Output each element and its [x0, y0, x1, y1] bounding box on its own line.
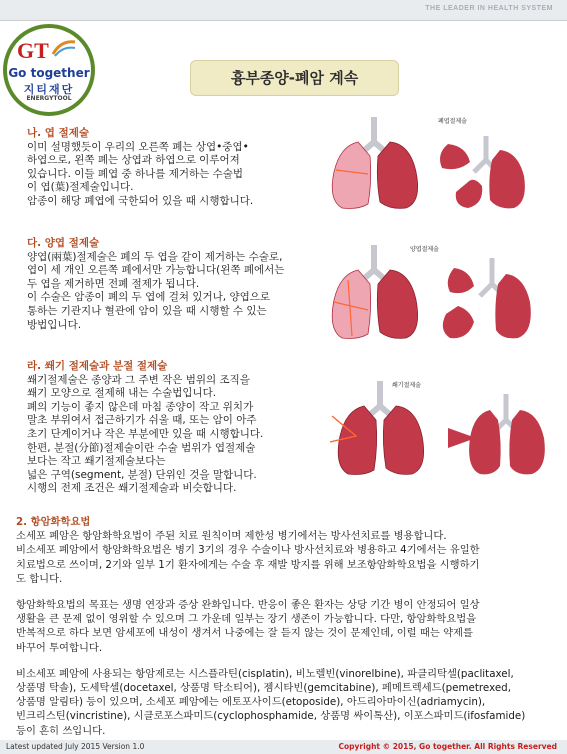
text-line: 말초 부위여서 접근하기가 쉬울 때, 또는 암이 아주	[27, 414, 257, 427]
text-line: 시행의 전제 조건은 쐐기절제술과 비슷합니다.	[27, 482, 237, 495]
text-line: 엽이 세 개인 오른쪽 폐에서만 가능합니다(왼쪽 폐에서는	[27, 264, 285, 277]
figure-label: 양엽절제술	[410, 246, 439, 253]
text-line: 항암화학요법의 목표는 생명 연장과 증상 완화입니다. 반응이 좋은 환자는 상당 기간 병이 안정되어 일상	[16, 599, 480, 612]
text-line: 반복적으로 하다 보면 암세포에 내성이 생겨서 나중에는 잘 듣지 않는 것이 문제인데, 이럴 때는 약제를	[16, 627, 473, 640]
page-title: 흉부종양-폐암 계속	[190, 60, 399, 96]
text-line: 상품명 탁솔), 도세탁셀(docetaxel, 상품명 탁소티어), 젬시타빈(gemcitabine), 페메트렉세드(pemetrexed,	[16, 682, 511, 695]
text-line: 쐐기 모양으로 절제해 내는 수술법입니다.	[27, 387, 217, 400]
text-line: 이미 설명했듯이 우리의 오른쪽 폐는 상엽•중엽•	[27, 140, 249, 153]
text-line: 상품명 알림타) 등이 있으며, 소세포 폐암에는 에토포사이드(etoposide), 아드리아마이신(adriamycin),	[16, 696, 486, 709]
tagline: THE LEADER IN HEALTH SYSTEM	[425, 5, 553, 12]
version-note: Latest updated July 2015 Version 1.0	[6, 742, 145, 751]
section-bilobectomy	[27, 237, 297, 332]
text-line: 폐의 기능이 좋지 않은데 마침 종양이 작고 위치가	[27, 400, 254, 413]
text-line: 하엽으로, 왼쪽 폐는 상엽과 하엽으로 이루어져	[27, 154, 240, 167]
top-bar	[0, 0, 567, 21]
section-lobectomy	[27, 127, 297, 209]
section-heading: 라. 쐐기 절제술과 분절 절제술	[27, 360, 168, 372]
lung-diagram	[330, 381, 424, 475]
swoosh-icon	[51, 38, 77, 58]
text-line: 등이 흔히 쓰입니다.	[16, 724, 106, 737]
text-line: 비소세포 폐암에서 항암화학요법은 병기 3기의 경우 수술이나 방사선치료와 병용하고 4기에서는 유일한	[16, 544, 480, 557]
logo-sub: ENERGYTOOL	[26, 95, 72, 102]
resected-lobe	[440, 136, 525, 208]
logo-gt: GT	[17, 38, 49, 63]
text-line: 보다는 작고 쐐기절제술보다는	[27, 455, 166, 468]
text-line: 방법입니다.	[27, 318, 82, 331]
section-heading: 나. 엽 절제술	[27, 127, 90, 139]
text-line: 도 합니다.	[16, 572, 63, 585]
section-heading: 2. 항암화학요법	[16, 516, 91, 528]
text-line: 이 수술은 암종이 폐의 두 엽에 걸쳐 있거나, 양엽으로	[27, 291, 271, 304]
chemotherapy-section	[16, 515, 556, 738]
text-line: 소세포 폐암은 항암화학요법이 주된 치료 원칙이며 제한성 병기에서는 방사선치료를 병용합니다.	[16, 530, 447, 543]
logo-name-en: Go together	[8, 66, 90, 80]
logo-name-kr: 지티재단	[23, 83, 75, 96]
text-line: 치료법으로 쓰이며, 2기와 일부 1기 환자에게는 수술 후 재발 방지를 위해 보조항암화학요법을 시행하기	[16, 558, 480, 571]
text-line: 두 엽을 제거하면 전폐 절제가 됩니다.	[27, 277, 200, 290]
text-line: 넓은 구역(segment, 분절) 단위인 것을 말합니다.	[27, 468, 257, 481]
figure-label: 폐엽절제술	[438, 118, 467, 125]
foundation-logo	[3, 24, 95, 116]
text-line: 이 엽(葉)절제술입니다.	[27, 181, 134, 194]
text-line: 쐐기절제술은 종양과 그 주변 작은 범위의 조직을	[27, 373, 250, 386]
text-line: 통하는 기관지나 혈관에 암이 있을 때 시행할 수 있는	[27, 304, 267, 317]
text-line: 초기 단계이거나 작은 부분에만 있을 때 시행합니다.	[27, 427, 264, 440]
text-line: 바꾸어 투여합니다.	[16, 641, 103, 654]
resected-wedge	[448, 394, 545, 474]
text-line: 암종이 해당 폐엽에 국한되어 있을 때 시행합니다.	[27, 194, 254, 207]
text-line: 양엽(兩葉)절제술은 폐의 두 엽을 같이 제거하는 수술로,	[27, 250, 283, 263]
lobectomy-figure	[318, 112, 548, 212]
wedge-resection-figure	[330, 376, 550, 481]
lung-diagram	[332, 245, 417, 339]
section-heading: 다. 양엽 절제술	[27, 237, 100, 249]
resected-lobes	[443, 258, 531, 338]
footer	[0, 740, 567, 754]
text-line: 비소세포 폐암에 사용되는 항암제로는 시스플라틴(cisplatin), 비노렐빈(vinorelbine), 파클리탁셀(paclitaxel,	[16, 667, 514, 680]
figure-label: 쐐기절제술	[392, 382, 421, 389]
text-line: 있습니다. 이들 폐엽 중 하나를 제거하는 수술법	[27, 167, 244, 180]
section-wedge-resection	[27, 360, 297, 496]
text-line: 한편, 분절(分節)절제술이란 수술 범위가 엽절제술	[27, 441, 256, 454]
bilobectomy-figure	[318, 240, 548, 345]
lung-diagram	[332, 117, 417, 209]
text-line: 빈크리스틴(vincristine), 시클로포스파미드(cyclophosphamide, 상품명 싸이톡산), 이포스파미드(ifosfamide)	[16, 710, 526, 723]
copyright: Copyright © 2015, Go together. All Rights Reserved	[338, 742, 557, 751]
text-line: 생활을 큰 문제 없이 영위할 수 있으며 그 가운데 일부는 장기 생존이 가능합니다. 다만, 항암화학요법을	[16, 613, 477, 626]
